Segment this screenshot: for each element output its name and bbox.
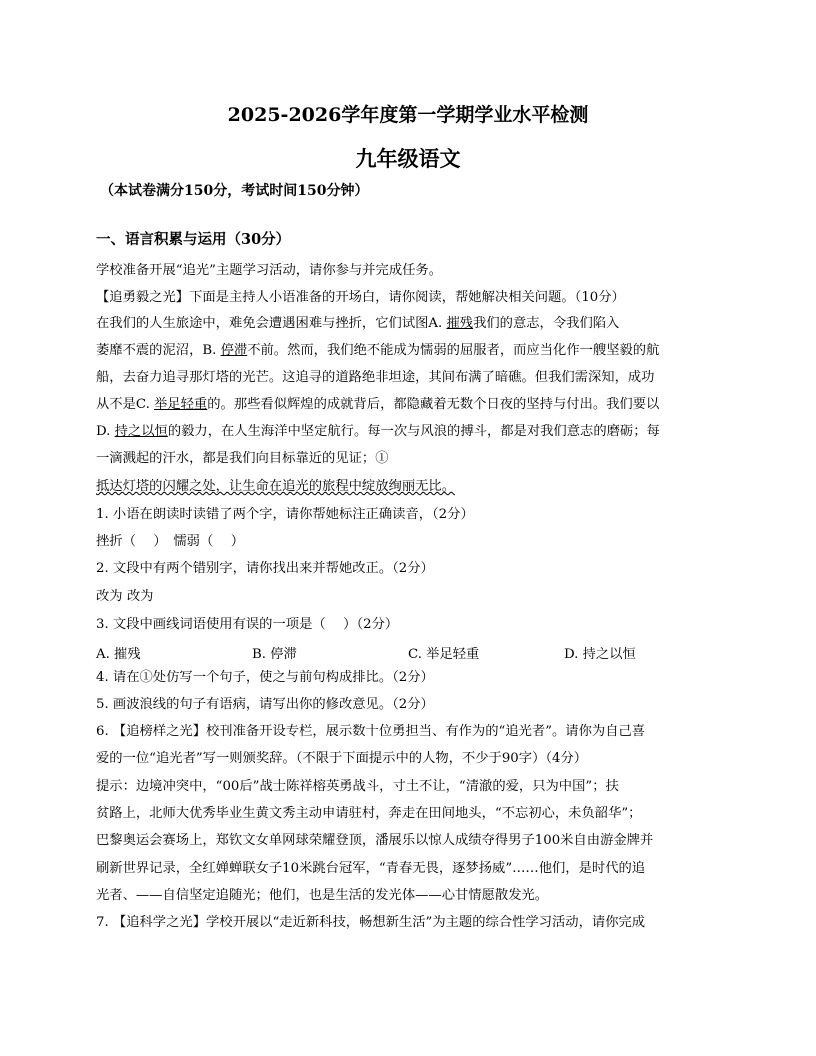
underlined-word: 停滞 <box>220 343 248 358</box>
passage-text: 在我们的人生旅途中，难免会遭遇困难与挫折，它们试图A. <box>96 316 447 331</box>
question-5: 5. 画波浪线的句子有语病，请写出你的修改意见。（2分） <box>96 697 434 712</box>
hint-line: 刷新世界记录，全红婵蝉联女子10米跳台冠军，“青春无畏，逐梦扬威”……他们，是时代的追 <box>96 861 646 876</box>
passage-line: 一滴溅起的汗水，都是我们向目标靠近的见证；① <box>96 451 389 466</box>
option-a: A. 摧残 <box>96 647 141 662</box>
option-b: B. 停滞 <box>252 647 297 662</box>
underlined-word: 持之以恒 <box>114 424 168 439</box>
hint-line: 提示：边境冲突中，“00后”战士陈祥榕英勇战斗，寸土不让，“清澈的爱，只为中国”；扶 <box>96 779 619 794</box>
underlined-word: 举足轻重 <box>154 397 208 412</box>
passage-text: 我们的意志，令我们陷入 <box>473 316 620 331</box>
passage-text: 从不是C. <box>96 397 155 412</box>
passage-text: 的毅力，在人生海洋中坚定航行。每一次与风浪的搏斗，都是对我们意志的磨砺；每 <box>167 424 660 439</box>
passage-line <box>96 396 659 414</box>
question-6: 6. 【追榜样之光】校刊准备开设专栏，展示数十位勇担当、有作为的“追光者”。请你为自己喜 <box>96 724 646 739</box>
question-1: 1. 小语在朗读时读错了两个字，请你帮她标注正确读音，（2分） <box>96 507 474 522</box>
question-2-answer-blanks: 改为 改为 <box>96 589 154 604</box>
question-6: 爱的一位“追光者”写一则颁奖辞。（不限于下面提示中的人物，不少于90字）（4分） <box>96 751 588 766</box>
passage-text: 不前。然而，我们绝不能成为懦弱的屈服者，而应当化作一艘坚毅的航 <box>247 343 660 358</box>
passage-text: 萎靡不震的泥沼，B. <box>96 343 221 358</box>
question-2: 2. 文段中有两个错别字，请你找出来并帮她改正。（2分） <box>96 561 434 576</box>
option-d: D. 持之以恒 <box>564 647 636 662</box>
section-heading: 一、语言积累与运用（30分） <box>96 231 291 248</box>
hint-line: 光者、——自信坚定追随光；他们，也是生活的发光体——心甘情愿散发光。 <box>96 888 549 903</box>
passage-line <box>96 315 619 333</box>
passage-line <box>96 423 660 441</box>
exam-title: 2025-2026学年度第一学期学业水平检测 <box>227 104 589 126</box>
passage-text: D. <box>96 424 115 439</box>
passage-line: 船，去奋力追寻那灯塔的光芒。这追寻的道路绝非坦途，其间布满了暗礁。但我们需深知，成功 <box>96 370 655 385</box>
section-intro: 学校准备开展“追光”主题学习活动，请你参与并完成任务。 <box>96 263 443 278</box>
question-3: 3. 文段中画线词语使用有误的一项是（ ）（2分） <box>96 617 399 632</box>
hint-line: 巴黎奥运会赛场上，郑钦文女单网球荣耀登顶，潘展乐以惊人成绩夺得男子100米自由游金牌并 <box>96 833 654 848</box>
passage-line <box>96 342 659 360</box>
question-1-answer-blanks: 挫折（ ） 懦弱（ ） <box>96 534 245 549</box>
task-intro: 【追勇毅之光】下面是主持人小语准备的开场白，请你阅读，帮她解决相关问题。（10分） <box>96 290 625 305</box>
exam-note: （本试卷满分150分，考试时间150分钟） <box>100 183 369 199</box>
question-4: 4. 请在①处仿写一个句子，使之与前句构成排比。（2分） <box>96 670 434 685</box>
hint-line: 贫路上，北师大优秀毕业生黄文秀主动申请驻村，奔走在田间地头，“不忘初心，未负韶华”； <box>96 806 642 821</box>
exam-subtitle: 九年级语文 <box>355 146 461 171</box>
option-c: C. 举足轻重 <box>408 647 480 662</box>
passage-text: 的。那些看似辉煌的成就背后，都隐藏着无数个日夜的坚持与付出。我们要以 <box>207 397 660 412</box>
question-7: 7. 【追科学之光】学校开展以“走近新科技，畅想新生活”为主题的综合性学习活动，请你完成 <box>96 915 646 930</box>
underlined-word: 摧残 <box>446 316 474 331</box>
wavy-sentence: 抵达灯塔的闪耀之处，让生命在追光的旅程中绽放绚丽无比。 <box>96 479 456 494</box>
